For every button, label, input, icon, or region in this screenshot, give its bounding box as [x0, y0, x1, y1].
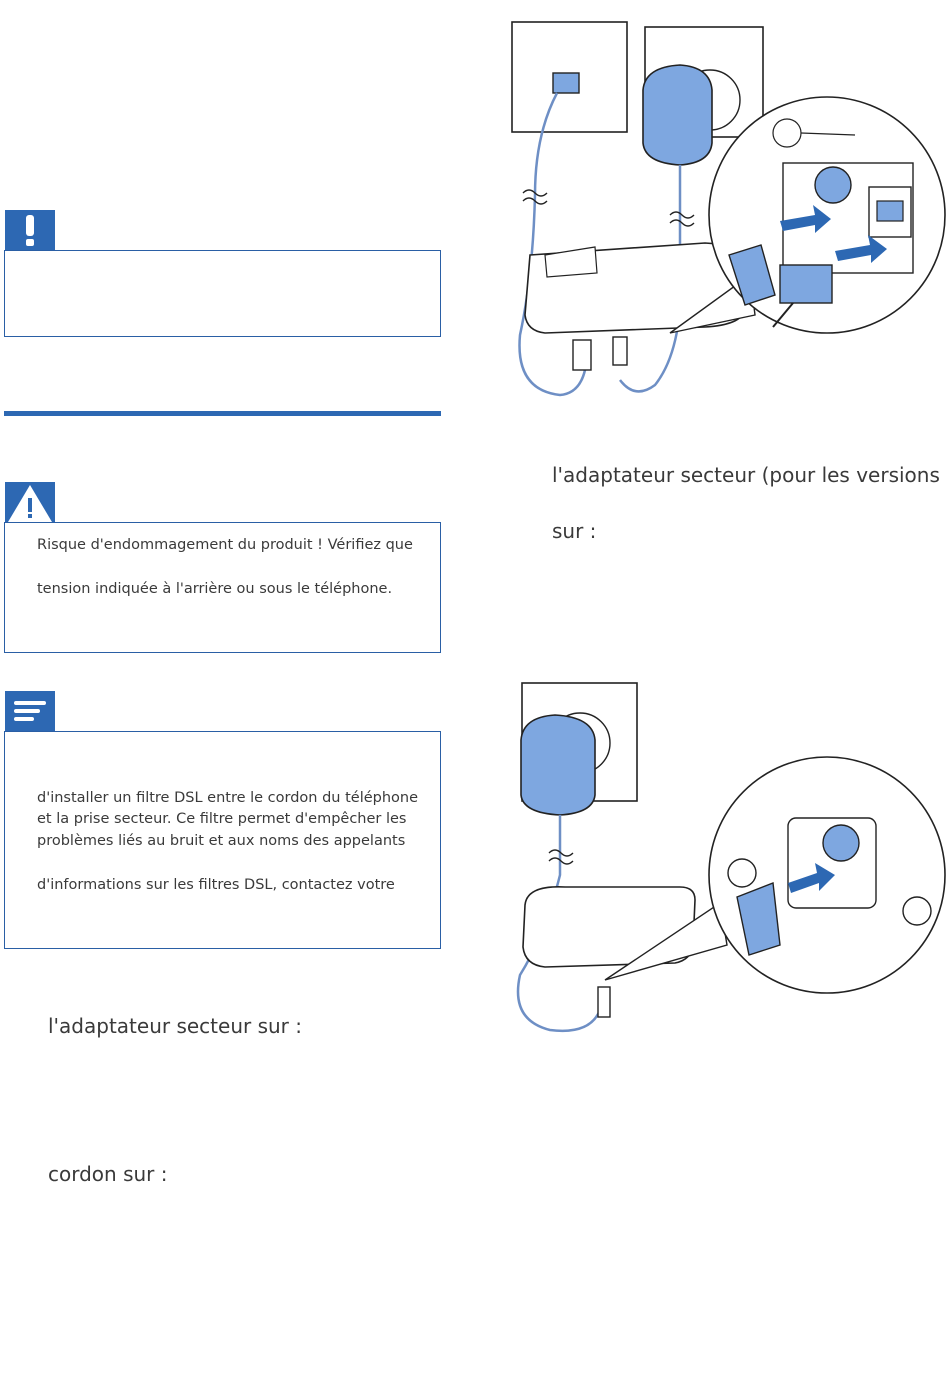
cord-instruction: cordon sur : — [48, 1162, 168, 1186]
important-box — [4, 250, 441, 337]
warning-line-2: tension indiquée à l'arrière ou sous le téléphone. — [37, 581, 393, 597]
note-box — [4, 731, 441, 949]
exclamation-icon — [22, 213, 38, 247]
warning-triangle-icon — [5, 482, 55, 522]
note-line-4: d'informations sur les filtres DSL, contactez votre — [37, 877, 395, 893]
note-line-1: d'installer un filtre DSL entre le cordon du téléphone — [37, 790, 419, 806]
adapter-versions-instruction: l'adaptateur secteur (pour les versions — [552, 463, 940, 487]
note-lines-icon — [12, 697, 48, 725]
note-line-3: problèmes liés au bruit et aux noms des appelants — [37, 833, 406, 849]
warning-box — [4, 522, 441, 653]
charger-connection-illustration — [505, 675, 950, 1045]
base-station-connection-illustration — [505, 15, 950, 410]
important-tab — [5, 210, 55, 250]
warning-tab — [5, 482, 55, 522]
note-tab — [5, 691, 55, 731]
section-divider — [4, 411, 441, 416]
adapter-instruction: l'adaptateur secteur sur : — [48, 1014, 302, 1038]
warning-line-1: Risque d'endommagement du produit ! Vérifiez que — [37, 537, 413, 553]
note-line-2: et la prise secteur. Ce filtre permet d'empêcher les — [37, 811, 407, 827]
sur-instruction: sur : — [552, 519, 597, 543]
